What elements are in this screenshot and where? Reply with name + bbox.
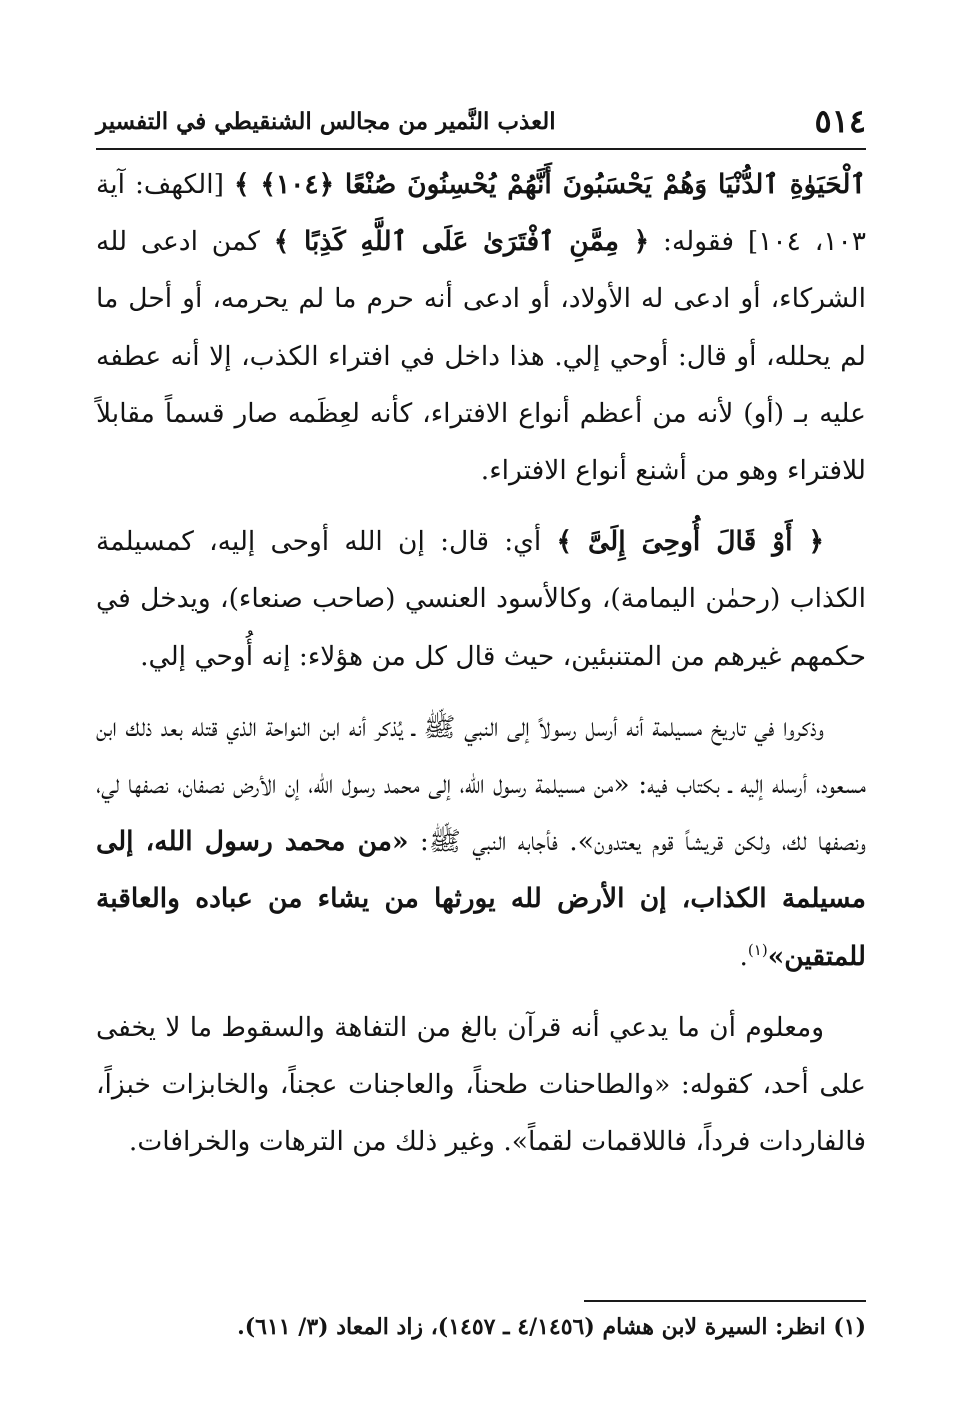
text-segment: .: [739, 940, 748, 972]
footnote-marker: (١): [747, 940, 768, 959]
paragraph-3: [96, 699, 866, 985]
text-segment: كمن ادعى لله الشركاء، أو ادعى له الأولاد، أو ادعى أنه حرم ما لم يحرمه، أو أحل ما لم يحلله، أو قال: أوحي إلي. هذا داخل في افتراء الكذب، إلا أنه عطفه عليه بـ (أو) لأنه من أعظم أنواع الافتراء، كأنه لعِظَمه صار قسماً مقابلاً للافتراء وهو من أشنع أنواع الافتراء.: [96, 226, 866, 487]
paragraph-2: [96, 513, 866, 685]
book-title: العذب النَّمير من مجالس الشنقيطي في التفسير: [96, 108, 556, 135]
text-segment: [الكهف: آية ١٠٣، ١٠٤] فقوله:: [96, 169, 866, 258]
paragraph-1: [96, 156, 866, 499]
paragraph-4: [96, 999, 866, 1171]
text-segment: وذكروا في تاريخ مسيلمة أنه أرسل رسولاً إلى النبي ﷺ ـ يُذكر أنه ابن النواحة الذي قتله بعد ذلك ابن مسعود، أرسله إليه ـ بكتاب فيه: «من مسيلمة رسول الله، إلى محمد رسول الله، إن الأرض نصفان، نصفها لي، ونصفها لك، ولكن قريشاً قوم يعتدون». فأجابه النبي ﷺ:: [96, 711, 866, 858]
footnote-divider: [584, 1300, 866, 1302]
footnote: (١) انظر: السيرة لابن هشام (٤/١٤٥٦ ـ ١٤٥٧)، زاد المعاد (٣/ ٦١١).: [237, 1314, 866, 1340]
page-number: ٥١٤: [814, 102, 866, 140]
body-text: [96, 156, 866, 1170]
text-segment: أي: قال: إن الله أوحى إليه، كمسيلمة الكذاب (رحمٰن اليمامة)، وكالأسود العنسي (صاحب صنعاء)، ويدخل في حكمهم غيرهم من المتنبئين، حيث قال كل من هؤلاء: إنه أُوحي إلي.: [96, 526, 866, 672]
quran-verse: ٱلْحَيَوٰةِ ٱلدُّنْيَا وَهُمْ يَحْسَبُونَ أَنَّهُمْ يُحْسِنُونَ صُنْعًا ﴿١٠٤﴾ ﴾: [233, 169, 867, 200]
quran-verse: ﴿ أَوْ قَالَ أُوحِىَ إِلَىَّ ﴾: [556, 526, 824, 558]
quran-verse: ﴿ مِمَّنِ ٱفْتَرَىٰ عَلَى ٱللَّهِ كَذِبًا ﴾: [273, 226, 650, 258]
page-header: [96, 96, 866, 150]
document-page: [96, 96, 866, 1386]
prophet-reply-quote: «من محمد رسول الله، إلى مسيلمة الكذاب، إن الأرض لله يورثها من يشاء من عباده والعاقبة للمتقين»: [96, 826, 866, 972]
text-segment: ومعلوم أن ما يدعي أنه قرآن بالغ من التفاهة والسقوط ما لا يخفى على أحد، كقوله: «والطاحنات طحناً، والعاجنات عجناً، والخابزات خبزاً، فالفاردات فرداً، فاللاقمات لقماً». وغير ذلك من الترهات والخرافات.: [96, 1011, 866, 1158]
